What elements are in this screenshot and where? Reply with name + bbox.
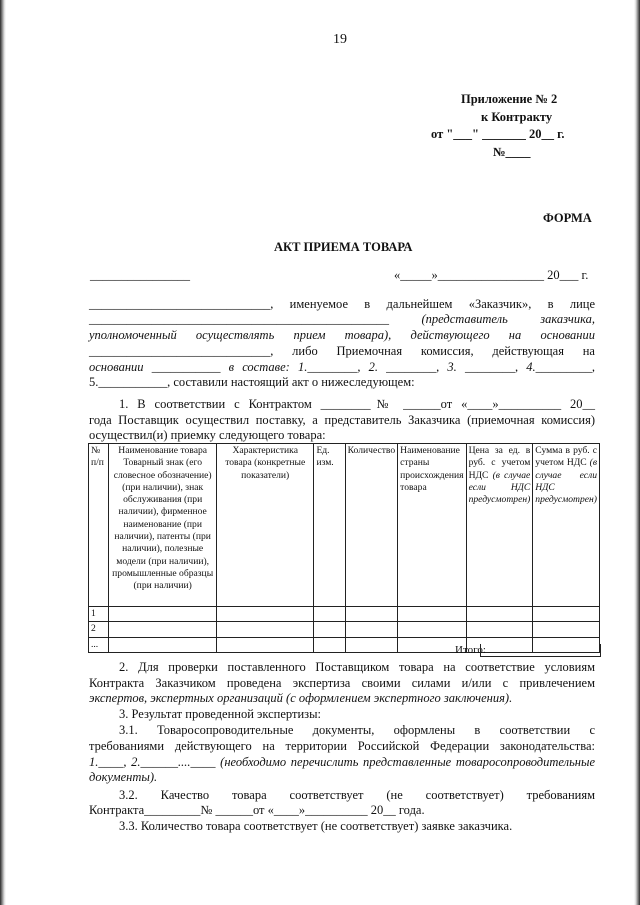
cell (216, 622, 313, 637)
col-num-header: № п/п (89, 444, 109, 607)
table-row (89, 607, 600, 622)
appendix-date: от "___" _______ 20__ г. (431, 127, 565, 141)
para-1-line-1: 1. В соответствии с Контрактом ________№ ______от «____»__________ 20__ (119, 397, 595, 411)
intro-line-5: основании ___________ в составе: 1.________, 2. ________, 3. ________, 4._________, (89, 360, 595, 374)
col-qty-header: Количество (345, 444, 398, 607)
para-3-2-line-2: Контракта_________№ ______от «____»__________ 20__ года. (89, 803, 425, 817)
intro-line-6: 5.___________, составили настоящий акт о нижеследующем: (89, 375, 415, 389)
col-country-header: Наименование страны происхождения товара (398, 444, 466, 607)
col-sum-label: Сумма в руб. с учетом НДС (535, 445, 597, 469)
act-title: АКТ ПРИЕМА ТОВАРА (274, 240, 413, 254)
place-field: ________________ (90, 268, 190, 282)
para-3-3: 3.3. Количество товара соответствует (не соответствует) заявке заказчика. (119, 819, 513, 833)
cell (314, 637, 345, 652)
para-2-line-1: 2. Для проверки поставленного Поставщиком товара на соответствие условиям (119, 660, 595, 674)
para-1-line-3: осуществил(и) приемку следующего товара: (89, 428, 326, 442)
cell (398, 607, 466, 622)
cell (314, 622, 345, 637)
para-3-2-line-1: 3.2. Качество товара соответствует (не соответствует) требованиям (119, 788, 595, 802)
col-name-header: Наименование товара Товарный знак (его словесное обозначение) (при наличии), знак обслуживания (при наличии), фирменное наименование (при наличии), патенты (при наличии), полезные модели (при наличии), промышленные образцы (при наличии) (109, 444, 217, 607)
para-3-1-line-1: 3.1. Товаросопроводительные документы, оформлены в соответствии с (119, 723, 595, 737)
col-sum-note: (в случае если НДС предусмотрен) (535, 457, 597, 506)
para-2-line-2: Контракта Заказчиком проведена экспертиза своими силами и/или с привлечением (89, 676, 595, 690)
col-sum-header (533, 444, 600, 607)
scan-right-edge (634, 0, 640, 905)
form-label: ФОРМА (543, 211, 592, 225)
page-number: 19 (333, 32, 347, 47)
appendix-number: Приложение № 2 (461, 92, 558, 106)
intro-line-4: _____________________________, либо Приемочная комиссия, действующая на (89, 344, 595, 358)
cell (533, 622, 600, 637)
table-header-row (89, 444, 600, 607)
intro-line-1: _____________________________, именуемое в дальнейшем «Заказчик», в лице (89, 297, 595, 311)
col-price-header (466, 444, 533, 607)
intro-line-3: уполномоченный осуществлять прием товара), действующего на основании (89, 328, 595, 342)
total-label: Итого: (455, 644, 486, 656)
cell (109, 607, 217, 622)
cell (345, 637, 398, 652)
cell (216, 637, 313, 652)
row-number: 1 (89, 607, 109, 622)
intro-line-2: ________________________________________________ (представитель заказчика, (89, 312, 595, 326)
scan-left-edge (0, 0, 6, 905)
row-number: 2 (89, 622, 109, 637)
cell (466, 622, 533, 637)
cell (466, 607, 533, 622)
appendix-number-field: №____ (493, 145, 531, 159)
date-field: «_____»_________________ 20___ г. (394, 268, 589, 282)
cell (216, 607, 313, 622)
col-price-label: Цена за ед. в руб. с учетом НДС (468, 445, 531, 481)
cell (345, 607, 398, 622)
cell (533, 607, 600, 622)
para-3: 3. Результат проведенной экспертизы: (119, 707, 321, 721)
cell (314, 607, 345, 622)
col-unit-header: Ед. изм. (314, 444, 345, 607)
cell (109, 622, 217, 637)
para-3-1-line-3: 1.____, 2.______....____ (необходимо перечислить представленные товаросопроводительные (89, 755, 595, 769)
appendix-contract: к Контракту (481, 110, 553, 124)
total-box (480, 644, 601, 657)
para-2-line-3: экспертов, экспертных организаций (с оформлением экспертного заключения). (89, 691, 513, 705)
para-3-1-line-2: требованиями действующего на территории Российской Федерации законодательства: (89, 739, 595, 753)
para-1-line-2: года Поставщик осуществил поставку, а представитель Заказчика (приемочная комиссия) (89, 413, 595, 427)
table-row (89, 622, 600, 637)
row-number: ... (89, 637, 109, 652)
col-spec-header: Характеристика товара (конкретные показатели) (216, 444, 313, 607)
cell (109, 637, 217, 652)
goods-table (88, 443, 600, 653)
cell (398, 622, 466, 637)
col-price-note: (в случае если НДС предусмотрен) (468, 469, 531, 506)
para-3-1-line-4: документы). (89, 770, 158, 784)
cell (345, 622, 398, 637)
